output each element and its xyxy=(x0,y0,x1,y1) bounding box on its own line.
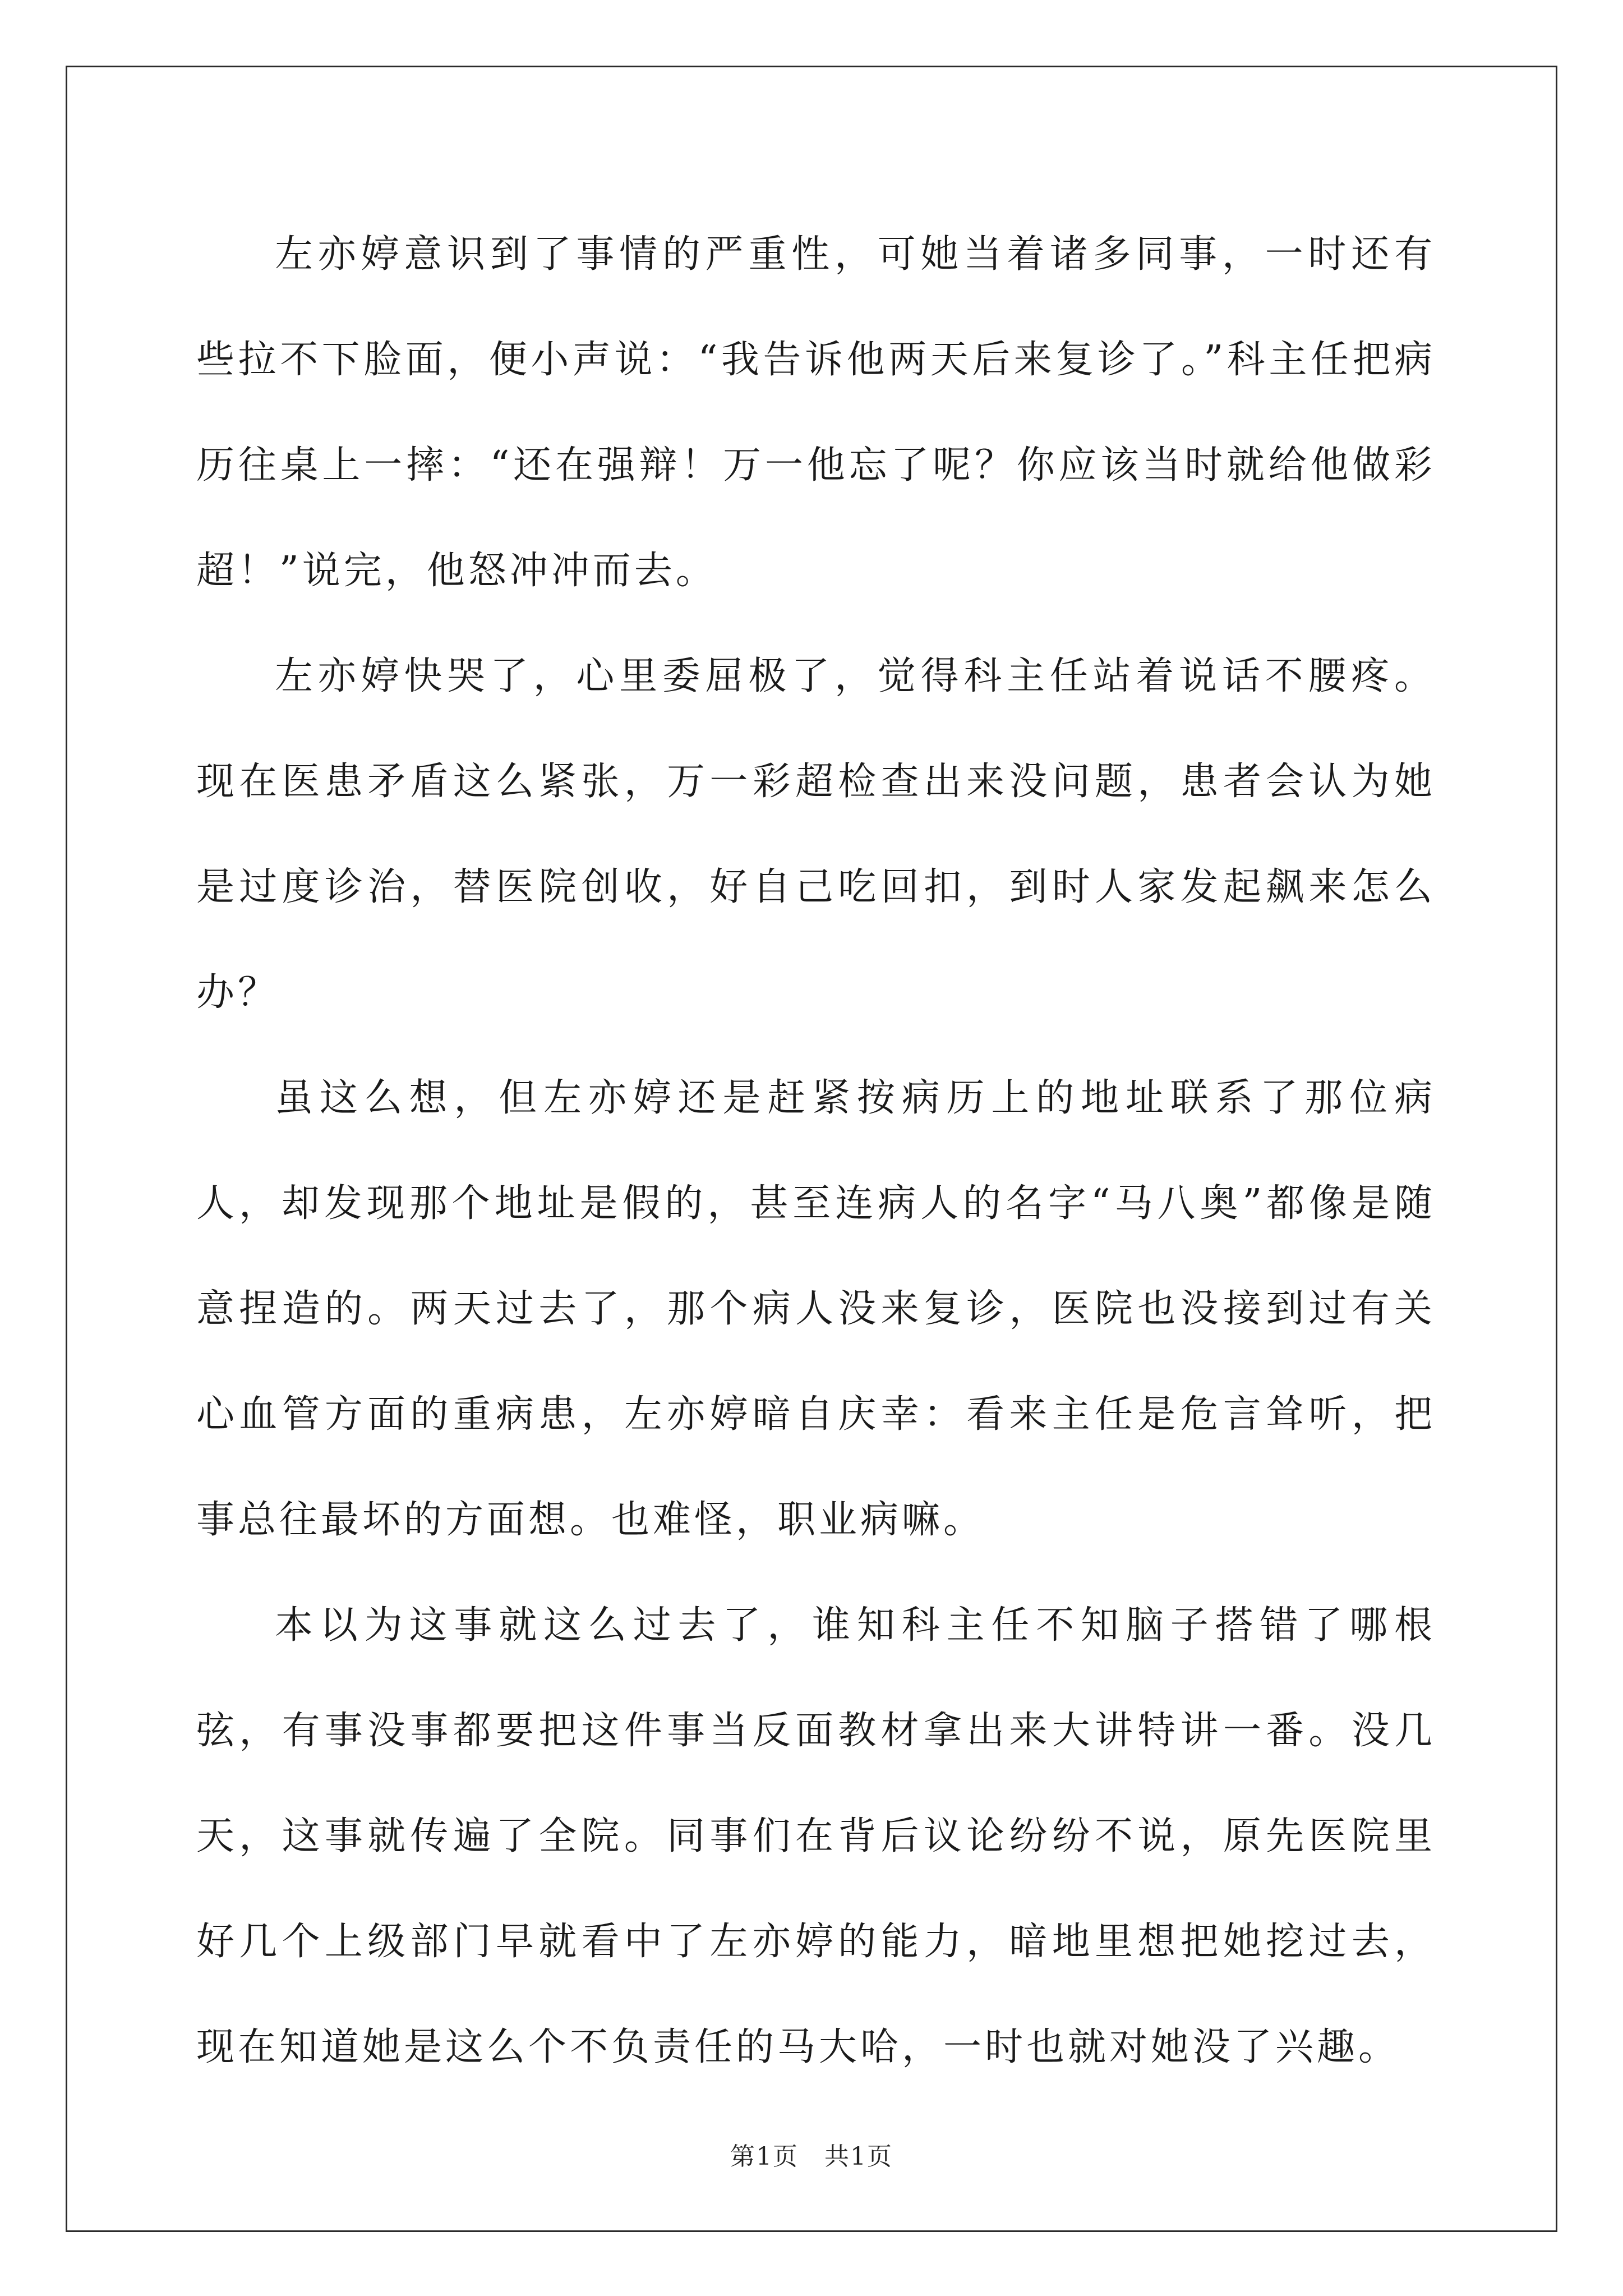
paragraph: 左亦婷快哭了，心里委屈极了，觉得科主任站着说话不腰疼。现在医患矛盾这么紧张，万一彩超检查出来没问题，患者会认为她是过度诊治，替医院创收，好自己吃回扣，到时人家发起飙来怎么办？ xyxy=(196,654,1436,1015)
page-total: 共1页 xyxy=(824,2142,893,2171)
paragraph: 左亦婷意识到了事情的严重性，可她当着诸多同事，一时还有些拉不下脸面，便小声说：“我告诉他两天后来复诊了。”科主任把病历往桌上一摔：“还在强辩！万一他忘了呢？你应该当时就给他做彩超！”说完，他怒冲冲而去。 xyxy=(196,232,1436,593)
paragraph: 虽这么想，但左亦婷还是赶紧按病历上的地址联系了那位病人，却发现那个地址是假的，甚至连病人的名字“马八奥”都像是随意捏造的。两天过去了，那个病人没来复诊，医院也没接到过有关心血管方面的重病患，左亦婷暗自庆幸：看来主任是危言耸听，把事总往最坏的方面想。也难怪，职业病嘛。 xyxy=(196,1076,1436,1542)
page-number: 第1页 xyxy=(730,2142,799,2171)
document-body xyxy=(196,202,1436,2100)
page-footer xyxy=(0,2136,1623,2172)
paragraph: 本以为这事就这么过去了，谁知科主任不知脑子搭错了哪根弦，有事没事都要把这件事当反面教材拿出来大讲特讲一番。没几天，这事就传遍了全院。同事们在背后议论纷纷不说，原先医院里好几个上级部门早就看中了左亦婷的能力，暗地里想把她挖过去，现在知道她是这么个不负责任的马大哈，一时也就对她没了兴趣。 xyxy=(196,1603,1436,2069)
